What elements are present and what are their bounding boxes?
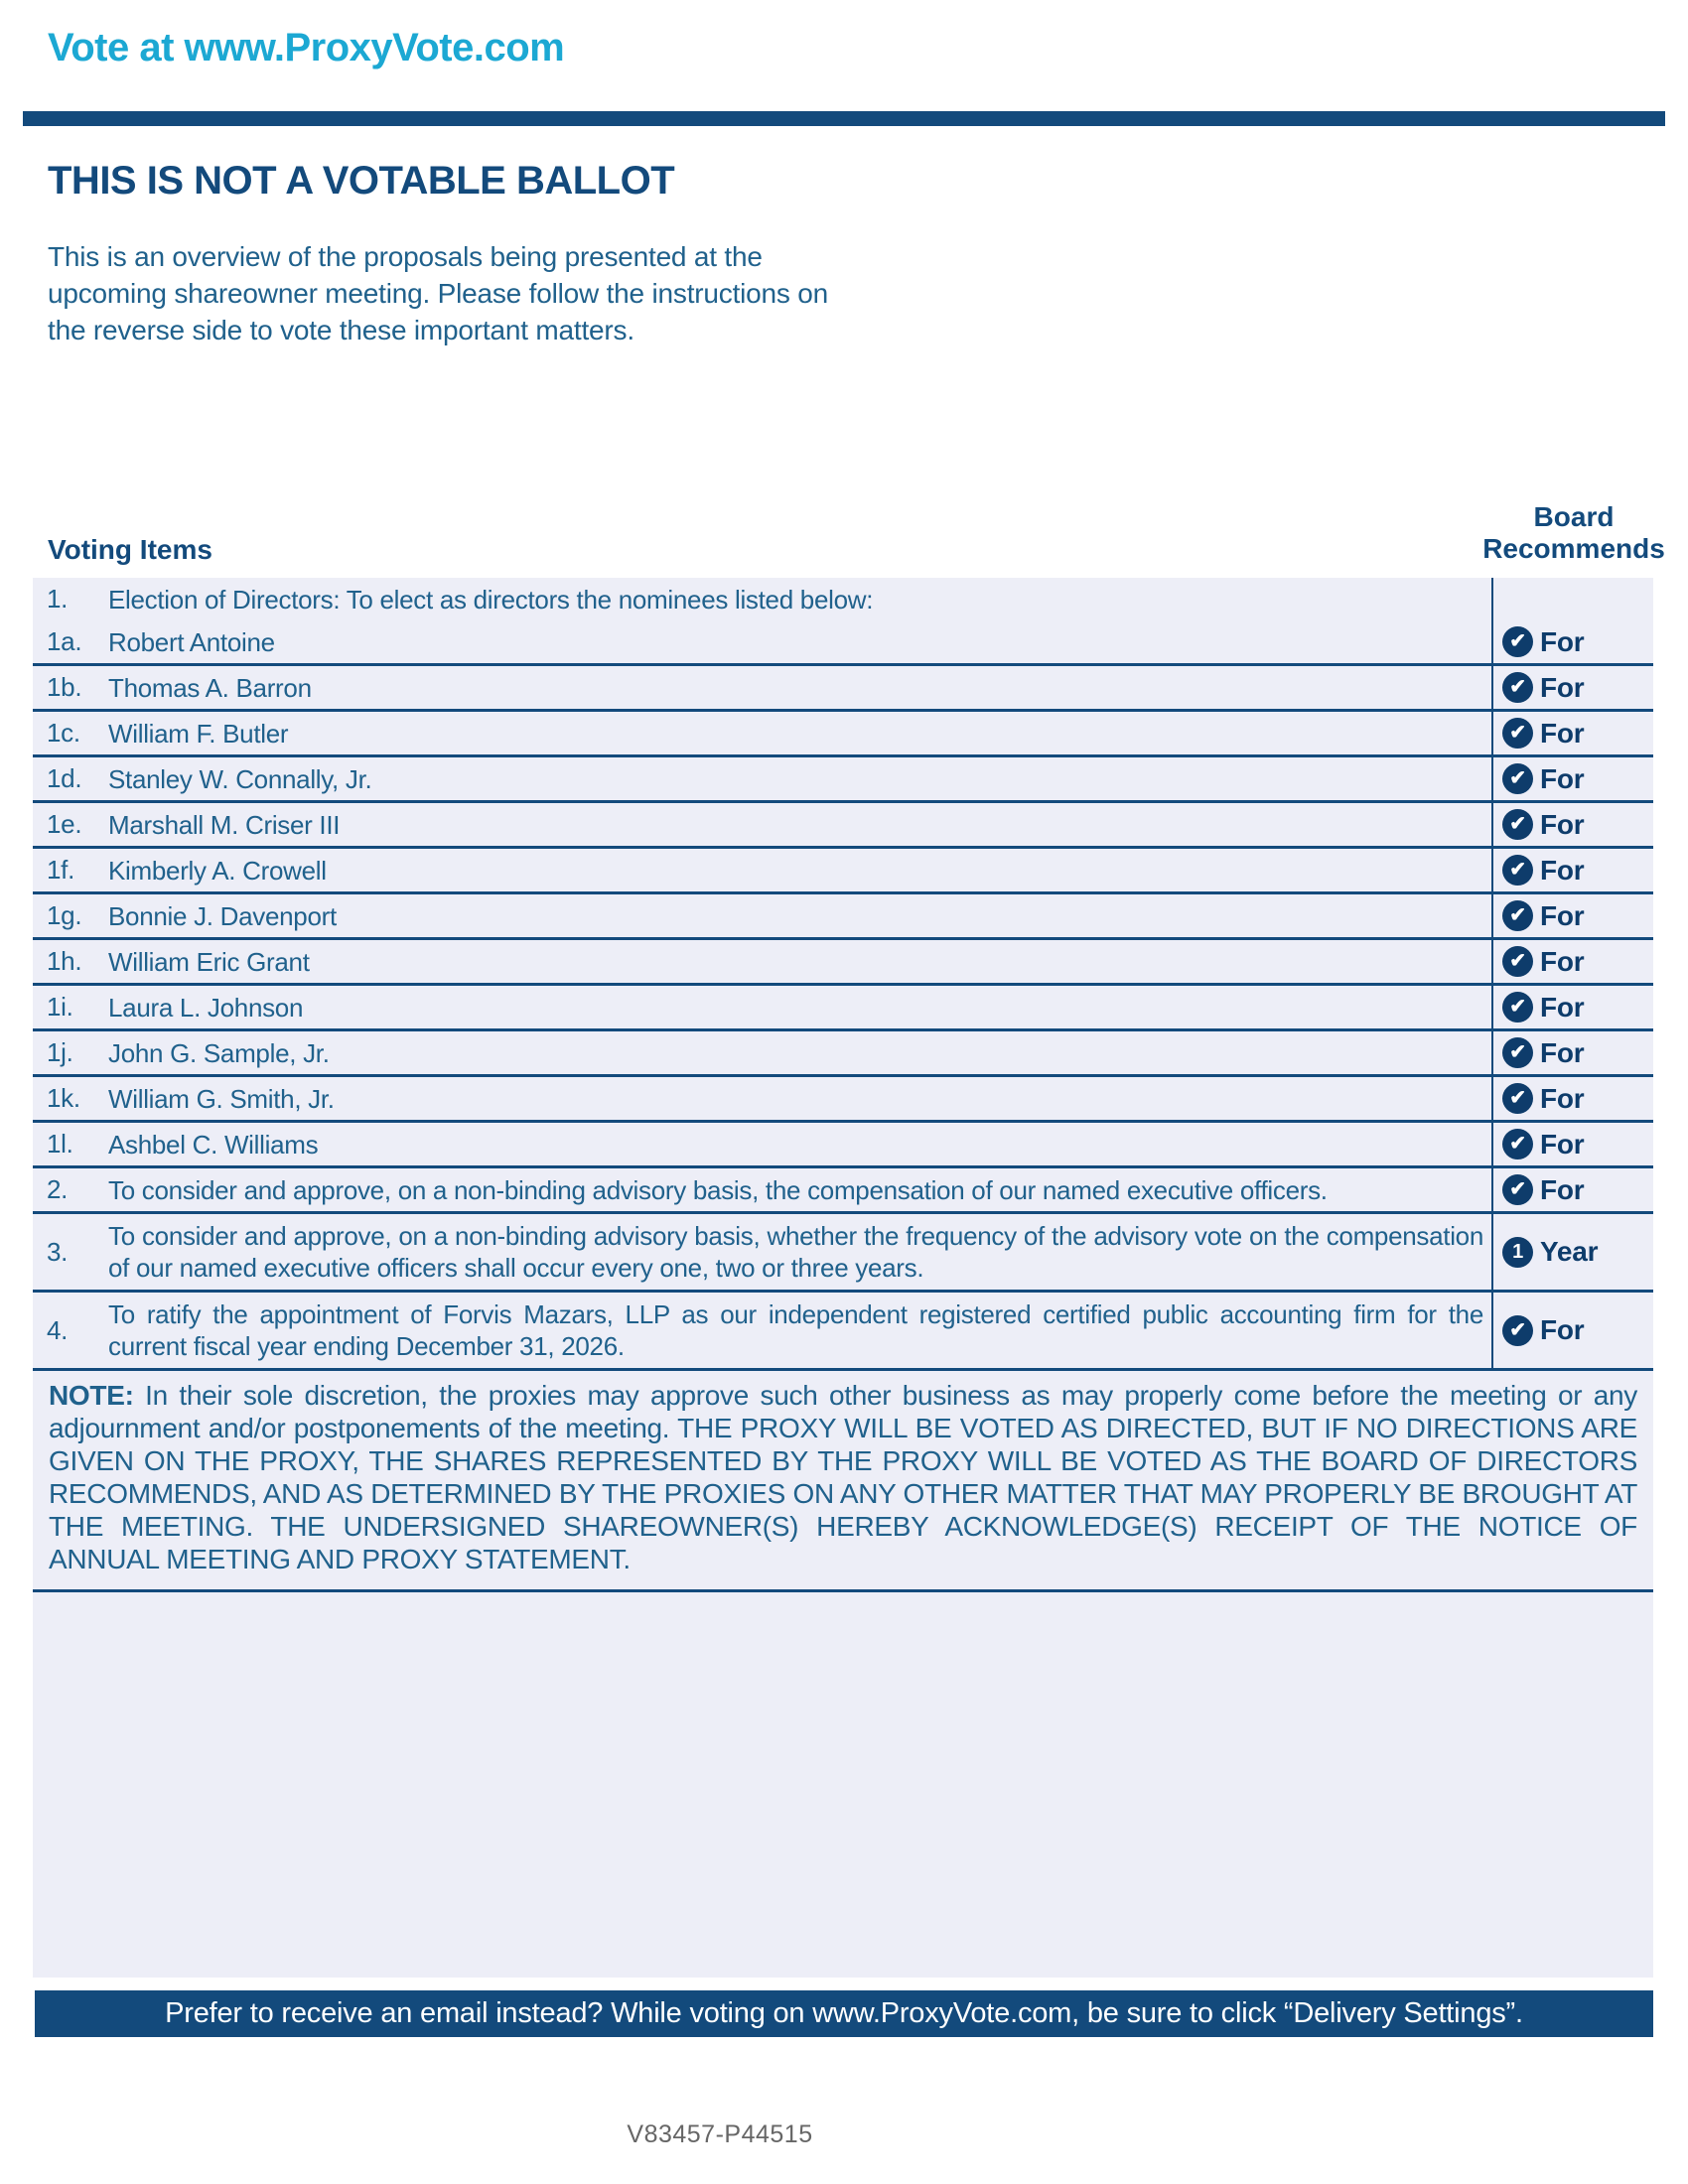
board-recommendation-cell xyxy=(1491,986,1653,1028)
banner-text: Prefer to receive an email instead? While voting on www.ProxyVote.com, be sure to click “Delivery Settings”. xyxy=(165,1997,1523,2029)
voting-item-cell xyxy=(33,986,1491,1028)
check-circle-icon: ✔ xyxy=(1502,1174,1533,1205)
check-circle-icon: ✔ xyxy=(1502,1037,1533,1068)
check-circle-icon: ✔ xyxy=(1502,626,1533,657)
voting-item-cell xyxy=(33,666,1491,709)
board-recommendation-cell xyxy=(1491,1214,1653,1290)
row-number: 1j. xyxy=(47,1037,73,1067)
recommendation-label: For xyxy=(1540,1036,1585,1068)
row-number: 1a. xyxy=(47,626,82,656)
voting-items-table xyxy=(33,578,1653,1978)
row-number: 1l. xyxy=(47,1129,73,1159)
row-number: 1. xyxy=(47,584,69,614)
board-recommendation xyxy=(1502,809,1585,841)
row-number: 3. xyxy=(47,1236,69,1267)
recommendation-label: For xyxy=(1540,625,1585,657)
board-recommendation-cell xyxy=(1491,849,1653,891)
board-recommendation-cell xyxy=(1491,1123,1653,1165)
board-recommendation-cell xyxy=(1491,803,1653,846)
table-row xyxy=(33,849,1653,894)
row-number: 1c. xyxy=(47,718,80,748)
note-paragraph xyxy=(33,1371,1653,1592)
row-text: Thomas A. Barron xyxy=(108,672,312,703)
table-row xyxy=(33,1123,1653,1168)
board-recommendation xyxy=(1502,718,1585,750)
check-circle-icon: ✔ xyxy=(1502,855,1533,886)
recommendation-label: For xyxy=(1540,1173,1585,1205)
board-recommendation xyxy=(1502,1236,1598,1268)
table-row xyxy=(33,986,1653,1031)
board-recommendation xyxy=(1502,763,1585,795)
row-text: Robert Antoine xyxy=(108,626,275,657)
row-text: To consider and approve, on a non-binding advisory basis, whether the frequency of the advisory vote on the compensation of our named executive officers shall occur every one, two or three years. xyxy=(108,1221,1483,1283)
intro-line: This is an overview of the proposals being presented at the xyxy=(48,241,763,272)
recommendation-label: For xyxy=(1540,717,1585,749)
table-row xyxy=(33,940,1653,986)
column-header-voting-items: Voting Items xyxy=(48,534,212,565)
check-circle-icon: ✔ xyxy=(1502,900,1533,931)
board-recommendation xyxy=(1502,855,1585,887)
voting-item-cell xyxy=(33,1031,1491,1074)
board-recommendation-cell xyxy=(1491,757,1653,800)
board-recommendation-cell xyxy=(1491,940,1653,983)
voting-item-cell xyxy=(33,620,1491,663)
row-number: 1d. xyxy=(47,763,82,793)
form-code: V83457-P44515 xyxy=(627,2120,813,2148)
table-row xyxy=(33,757,1653,803)
row-text: To ratify the appointment of Forvis Mazars, LLP as our independent registered certified public accounting firm for the current fiscal year ending December 31, 2026. xyxy=(108,1299,1483,1361)
row-number: 1f. xyxy=(47,855,75,885)
recommendation-label: For xyxy=(1540,808,1585,840)
row-number: 1e. xyxy=(47,809,82,839)
check-circle-icon: ✔ xyxy=(1502,1083,1533,1114)
board-recommendation xyxy=(1502,1129,1585,1160)
voting-item-cell xyxy=(33,894,1491,937)
table-row xyxy=(33,1293,1653,1371)
board-recommendation-cell xyxy=(1491,1293,1653,1368)
recommendation-label: For xyxy=(1540,1082,1585,1114)
row-text: Laura L. Johnson xyxy=(108,992,304,1023)
board-recommendation-cell xyxy=(1491,1077,1653,1120)
board-recommendation xyxy=(1502,992,1585,1024)
recommendation-label: For xyxy=(1540,762,1585,794)
proxyvote-url-heading: Vote at www.ProxyVote.com xyxy=(48,26,565,69)
recommendation-label: For xyxy=(1540,899,1585,931)
table-row xyxy=(33,1168,1653,1214)
row-text: William Eric Grant xyxy=(108,946,310,977)
table-row xyxy=(33,894,1653,940)
row-text: John G. Sample, Jr. xyxy=(108,1037,330,1068)
row-text: To consider and approve, on a non-binding advisory basis, the compensation of our named executive officers. xyxy=(108,1174,1328,1205)
recommendation-label: Year xyxy=(1540,1236,1599,1267)
intro-line: upcoming shareowner meeting. Please follow the instructions on xyxy=(48,278,829,309)
row-text: William G. Smith, Jr. xyxy=(108,1083,335,1114)
intro-line: the reverse side to vote these important matters. xyxy=(48,315,634,345)
column-header-board-recommends: Board Recommends xyxy=(1482,501,1665,564)
row-text: Stanley W. Connally, Jr. xyxy=(108,763,372,794)
row-text: Marshall M. Criser III xyxy=(108,809,341,840)
intro-text xyxy=(48,238,1001,348)
row-text: Election of Directors: To elect as directors the nominees listed below: xyxy=(108,584,874,614)
board-recommendation xyxy=(1502,672,1585,704)
voting-item-cell xyxy=(33,803,1491,846)
row-text: Ashbel C. Williams xyxy=(108,1129,319,1160)
row-number: 1k. xyxy=(47,1083,80,1113)
recommendation-label: For xyxy=(1540,1314,1585,1345)
row-text: Bonnie J. Davenport xyxy=(108,900,337,931)
board-recommendation xyxy=(1502,1314,1585,1346)
check-circle-icon: ✔ xyxy=(1502,672,1533,703)
recommendation-label: For xyxy=(1540,1128,1585,1160)
voting-item-cell xyxy=(33,1123,1491,1165)
row-text: Kimberly A. Crowell xyxy=(108,855,327,886)
row-text: William F. Butler xyxy=(108,718,289,749)
page-title: THIS IS NOT A VOTABLE BALLOT xyxy=(48,159,675,203)
one-year-circle-icon: 1 xyxy=(1502,1237,1533,1268)
board-recommendation xyxy=(1502,1083,1585,1115)
voting-item-cell xyxy=(33,578,1491,620)
voting-item-cell xyxy=(33,940,1491,983)
check-circle-icon: ✔ xyxy=(1502,1129,1533,1160)
board-recommendation xyxy=(1502,1037,1585,1069)
table-row xyxy=(33,1214,1653,1293)
row-number: 1g. xyxy=(47,900,82,930)
table-row xyxy=(33,666,1653,712)
check-circle-icon: ✔ xyxy=(1502,1315,1533,1346)
table-row xyxy=(33,1077,1653,1123)
board-recommendation xyxy=(1502,946,1585,978)
board-recommendation-cell xyxy=(1491,712,1653,754)
delivery-settings-banner xyxy=(35,1990,1653,2037)
recommendation-label: For xyxy=(1540,854,1585,886)
voting-item-cell xyxy=(33,849,1491,891)
recommendation-label: For xyxy=(1540,671,1585,703)
board-recommendation xyxy=(1502,1174,1585,1206)
check-circle-icon: ✔ xyxy=(1502,809,1533,840)
voting-item-cell xyxy=(33,1214,1491,1290)
table-row xyxy=(33,803,1653,849)
check-circle-icon: ✔ xyxy=(1502,763,1533,794)
table-empty-area xyxy=(33,1592,1653,1978)
check-circle-icon: ✔ xyxy=(1502,992,1533,1023)
row-number: 1h. xyxy=(47,946,82,976)
board-recommendation-cell xyxy=(1491,1168,1653,1211)
table-row xyxy=(33,578,1653,620)
row-number: 1i. xyxy=(47,992,73,1022)
voting-item-cell xyxy=(33,1293,1491,1368)
voting-item-cell xyxy=(33,757,1491,800)
voting-item-cell xyxy=(33,1168,1491,1211)
row-number: 2. xyxy=(47,1174,69,1204)
recommendation-label: For xyxy=(1540,945,1585,977)
board-recommendation-cell xyxy=(1491,620,1653,663)
table-row xyxy=(33,712,1653,757)
header-divider-bar xyxy=(23,111,1665,126)
voting-item-cell xyxy=(33,712,1491,754)
board-recommendation-cell xyxy=(1491,1031,1653,1074)
table-row xyxy=(33,1031,1653,1077)
board-recommendation xyxy=(1502,626,1585,658)
note-label: NOTE: xyxy=(49,1380,134,1411)
row-number: 1b. xyxy=(47,672,82,702)
check-circle-icon: ✔ xyxy=(1502,946,1533,977)
board-recommendation-cell xyxy=(1491,578,1653,620)
note-text: In their sole discretion, the proxies may approve such other business as may properly come before the meeting or any adjournment and/or postponements of the meeting. THE PROXY WILL BE VOTED AS DIRECTED, BUT IF NO DIRECTIONS ARE GIVEN ON THE PROXY, THE SHARES REPRESENTED BY THE PROXY WILL BE VOTED AS THE BOARD OF DIRECTORS RECOMMENDS, AND AS DETERMINED BY THE PROXIES ON ANY OTHER MATTER THAT MAY PROPERLY BE BROUGHT AT THE MEETING. THE UNDERSIGNED SHAREOWNER(S) HEREBY ACKNOWLEDGE(S) RECEIPT OF THE NOTICE OF ANNUAL MEETING AND PROXY STATEMENT. xyxy=(49,1380,1637,1574)
table-row xyxy=(33,620,1653,666)
row-number: 4. xyxy=(47,1314,69,1345)
check-circle-icon: ✔ xyxy=(1502,718,1533,749)
recommendation-label: For xyxy=(1540,991,1585,1023)
board-recommendation-cell xyxy=(1491,894,1653,937)
voting-item-cell xyxy=(33,1077,1491,1120)
board-recommendation-cell xyxy=(1491,666,1653,709)
board-recommendation xyxy=(1502,900,1585,932)
